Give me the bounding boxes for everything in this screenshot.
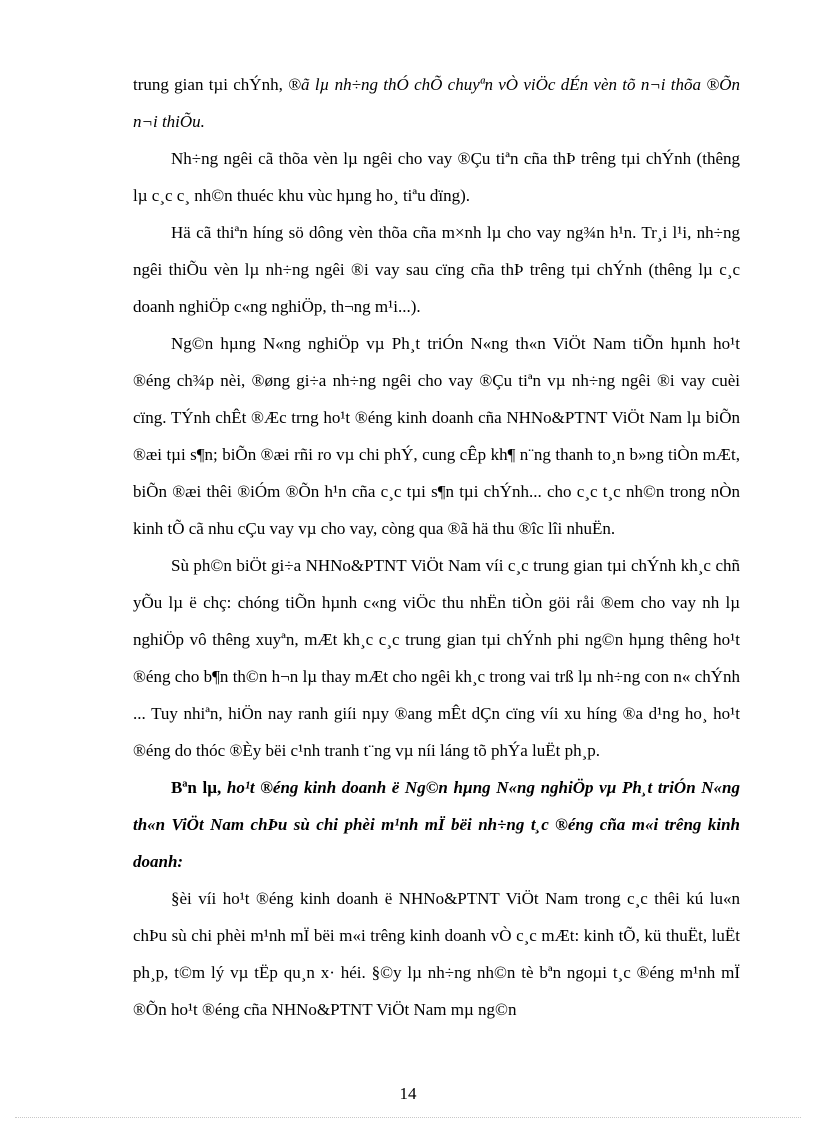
paragraph-1 — [133, 66, 740, 140]
paragraph-1-plain: trung gian tµi chÝnh, — [133, 75, 289, 94]
paragraph-4: Ng©n hµng N«ng nghiÖp vµ Ph¸t triÓn N«ng th«n ViÖt Nam tiÕn hµnh ho¹t ®éng ch¾p nèi, ®øng gi÷a nh÷ng ngêi cho vay ®Çu tiªn vµ nh÷ng ngêi ®i vay cuèi cïng. TÝnh chÊt ®Æc trng ho¹t ®éng kinh doanh cña NHNo&PTNT ViÖt Nam lµ biÕn ®æi tµi s¶n; biÕn ®æi rñi ro vµ chi phÝ, cung cÊp kh¶ n¨ng thanh to¸n b»ng tiÒn mÆt, biÕn ®æi thêi ®iÓm ®Õn h¹n cña c¸c tµi s¶n tµi chÝnh... cho c¸c t¸c nh©n trong nÒn kinh tÕ cã nhu cÇu vay vµ cho vay, còng qua ®ã hä thu ®îc lîi nhuËn. — [133, 334, 740, 538]
paragraph-6-heading — [133, 769, 740, 880]
page-number: 14 — [399, 1084, 417, 1103]
document-body — [133, 66, 740, 1028]
paragraph-7: §èi víi ho¹t ®éng kinh doanh ë NHNo&PTNT ViÖt Nam trong c¸c thêi kú lu«n chÞu sù chi phèi m¹nh mÏ bëi m«i trêng kinh doanh vÒ c¸c mÆt: kinh tÕ, kü thuËt, luËt ph¸p, t©m lý vµ tËp qu¸n x· héi. §©y lµ nh÷ng nh©n tè bªn ngoµi t¸c ®éng m¹nh mÏ ®Õn ho¹t ®éng cña NHNo&PTNT ViÖt Nam mµ ng©n — [133, 889, 740, 1019]
paragraph-3: Hä cã thiªn híng sö dông vèn thõa cña m×nh lµ cho vay ng¾n h¹n. Tr¸i l¹i, nh÷ng ngêi thiÕu vèn lµ nh÷ng ngêi ®i vay sau cïng cña thÞ trêng tµi chÝnh (thêng lµ c¸c doanh nghiÖp c«ng nghiÖp, th¬ng m¹i...). — [133, 223, 740, 316]
paragraph-6-lead: Bªn lµ, — [171, 778, 227, 797]
paragraph-5: Sù ph©n biÖt gi÷a NHNo&PTNT ViÖt Nam víi c¸c trung gian tµi chÝnh kh¸c chñ yÕu lµ ë chç: chóng tiÕn hµnh c«ng viÖc thu nhËn tiÒn göi råi ®em cho vay nh lµ nghiÖp vô thêng xuyªn, mÆt kh¸c c¸c trung gian tµi chÝnh phi ng©n hµng thêng ho¹t ®éng cho b¶n th©n h¬n lµ thay mÆt cho ngêi kh¸c trong vai trß lµ nh÷ng con n« chÝnh ... Tuy nhiªn, hiÖn nay ranh giíi nµy ®ang mÊt dÇn cïng víi xu híng ®a d¹ng ho¸ ho¹t ®éng do thóc ®Èy bëi c¹nh tranh t¨ng vµ níi láng tõ phÝa luËt ph¸p. — [133, 556, 740, 760]
paragraph-2: Nh÷ng ngêi cã thõa vèn lµ ngêi cho vay ®Çu tiªn cña thÞ trêng tµi chÝnh (thêng lµ c¸c c¸ nh©n thuéc khu vùc hµng ho¸ tiªu dïng). — [133, 149, 740, 205]
paragraph-1-italic: ®ã lµ nh÷ng thÓ chÕ chuyªn vÒ viÖc dÉn vèn tõ n¬i thõa ®Õn n¬i thiÕu. — [133, 75, 741, 131]
paragraph-6-emphasis: ho¹t ®éng kinh doanh ë Ng©n hµng N«ng nghiÖp vµ Ph¸t triÓn N«ng th«n ViÖt Nam chÞu sù chi phèi m¹nh mÏ bëi nh÷ng t¸c ®éng cña m«i trêng kinh doanh: — [133, 778, 740, 871]
page-bottom-border — [15, 1117, 801, 1118]
